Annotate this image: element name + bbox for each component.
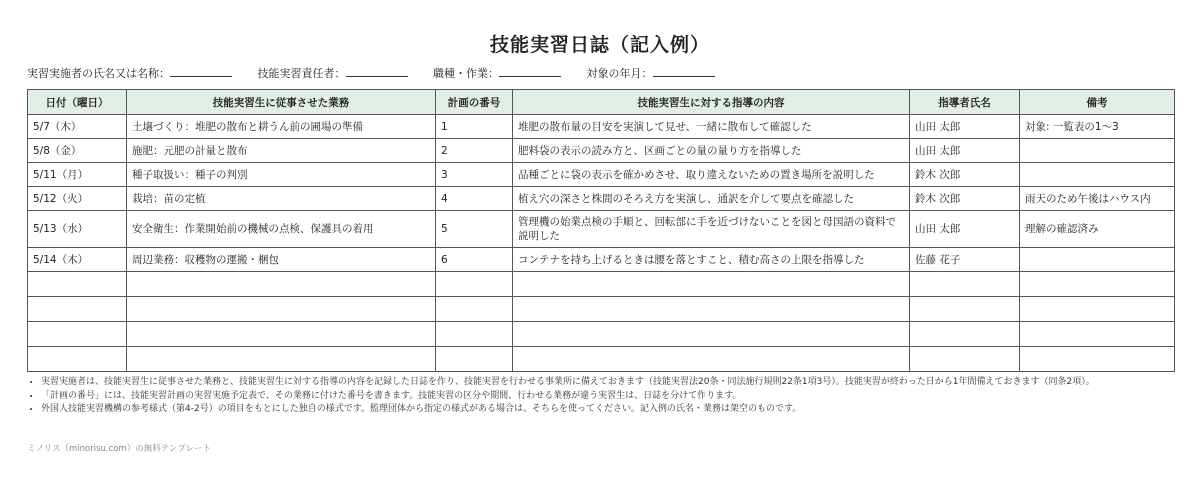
supervisor-label: 技能実習責任者： — [257, 67, 346, 80]
meta-fields — [27, 65, 737, 81]
empty-row — [28, 322, 1175, 347]
empty-cell — [513, 297, 910, 322]
cell-remarks — [1020, 248, 1175, 272]
table-row — [28, 163, 1175, 187]
empty-cell — [127, 347, 436, 372]
occupation-field — [433, 67, 561, 80]
empty-cell — [1020, 347, 1175, 372]
cell-remarks: 理解の確認済み — [1020, 211, 1175, 248]
table-header-row — [28, 90, 1175, 115]
cell-date: 5/13（水） — [28, 211, 127, 248]
cell-plan: 5 — [436, 211, 513, 248]
empty-cell — [910, 322, 1020, 347]
cell-guidance: 品種ごとに袋の表示を確かめさせ、取り違えないための置き場所を説明した — [513, 163, 910, 187]
empty-cell — [513, 272, 910, 297]
note-item: • 「計画の番号」には、技能実習計画の実習実施予定表で、その業務に付けた番号を書きます。技能実習の区分や期間、行わせる業務が違う実習生は、日誌を分けて作ります。 — [41, 390, 1177, 404]
diary-table — [27, 89, 1175, 372]
empty-cell — [127, 322, 436, 347]
cell-guidance: 管理機の始業点検の手順と、回転部に手を近づけないことを図と母国語の資料で説明した — [513, 211, 910, 248]
cell-task: 周辺業務：収穫物の運搬・梱包 — [127, 248, 436, 272]
table-row — [28, 211, 1175, 248]
empty-cell — [28, 272, 127, 297]
empty-cell — [127, 297, 436, 322]
empty-row — [28, 347, 1175, 372]
empty-cell — [436, 297, 513, 322]
empty-cell — [28, 322, 127, 347]
period-field — [587, 67, 715, 80]
cell-plan: 2 — [436, 139, 513, 163]
implementer-field — [27, 67, 232, 80]
table-row — [28, 139, 1175, 163]
cell-plan: 6 — [436, 248, 513, 272]
cell-date: 5/7（木） — [28, 115, 127, 139]
cell-instructor: 鈴木 次郎 — [910, 187, 1020, 211]
implementer-blank — [170, 66, 232, 77]
table-row — [28, 248, 1175, 272]
cell-guidance: 植え穴の深さと株間のそろえ方を実演し、通訳を介して要点を確認した — [513, 187, 910, 211]
cell-instructor: 鈴木 次郎 — [910, 163, 1020, 187]
header-instructor: 指導者氏名 — [910, 90, 1020, 115]
cell-date: 5/11（月） — [28, 163, 127, 187]
note-item: • 実習実施者は、技能実習生に従事させた業務と、技能実習生に対する指導の内容を記録した日誌を作り、技能実習を行わせる事業所に備えておきます（技能実習法20条・同法施行規則22条1項3号）。技能実習が終わった日から1年間備えておきます（同条2項）。 — [41, 376, 1177, 390]
empty-cell — [436, 272, 513, 297]
note-item: • 外国人技能実習機構の参考様式（第4-2号）の項目をもとにした独自の様式です。監理団体から指定の様式がある場合は、そちらを使ってください。記入例の氏名・業務は架空のものです。 — [41, 403, 1177, 417]
empty-cell — [513, 347, 910, 372]
header-plan-number: 計画の番号 — [436, 90, 513, 115]
cell-instructor: 山田 太郎 — [910, 139, 1020, 163]
empty-cell — [28, 297, 127, 322]
cell-task: 施肥：元肥の計量と散布 — [127, 139, 436, 163]
cell-instructor: 佐藤 花子 — [910, 248, 1020, 272]
header-remarks: 備考 — [1020, 90, 1175, 115]
cell-task: 種子取扱い：種子の判別 — [127, 163, 436, 187]
cell-task: 栽培：苗の定植 — [127, 187, 436, 211]
cell-remarks: 雨天のため午後はハウス内 — [1020, 187, 1175, 211]
cell-plan: 4 — [436, 187, 513, 211]
table-row — [28, 187, 1175, 211]
cell-date: 5/8（金） — [28, 139, 127, 163]
empty-cell — [436, 347, 513, 372]
cell-task: 安全衛生：作業開始前の機械の点検、保護具の着用 — [127, 211, 436, 248]
empty-row — [28, 297, 1175, 322]
empty-cell — [513, 322, 910, 347]
empty-cell — [127, 272, 436, 297]
period-blank — [653, 66, 715, 77]
cell-plan: 3 — [436, 163, 513, 187]
empty-cell — [1020, 297, 1175, 322]
supervisor-blank — [346, 66, 408, 77]
cell-remarks — [1020, 163, 1175, 187]
cell-remarks — [1020, 139, 1175, 163]
cell-instructor: 山田 太郎 — [910, 115, 1020, 139]
header-task: 技能実習生に従事させた業務 — [127, 90, 436, 115]
cell-guidance: 肥料袋の表示の読み方と、区画ごとの量の量り方を指導した — [513, 139, 910, 163]
occupation-blank — [499, 66, 561, 77]
header-guidance: 技能実習生に対する指導の内容 — [513, 90, 910, 115]
empty-cell — [910, 347, 1020, 372]
header-date: 日付（曜日） — [28, 90, 127, 115]
page-title: 技能実習日誌（記入例） — [489, 34, 710, 56]
period-label: 対象の年月： — [586, 67, 653, 80]
empty-cell — [28, 347, 127, 372]
template-credit: ミノリス（minorisu.com）の無料テンプレート — [27, 444, 211, 454]
cell-guidance: 堆肥の散布量の目安を実演して見せ、一緒に散布して確認した — [513, 115, 910, 139]
cell-remarks: 対象: 一覧表の1〜3 — [1020, 115, 1175, 139]
empty-cell — [910, 272, 1020, 297]
cell-date: 5/14（木） — [28, 248, 127, 272]
cell-instructor: 山田 太郎 — [910, 211, 1020, 248]
cell-task: 土壌づくり：堆肥の散布と耕うん前の圃場の準備 — [127, 115, 436, 139]
occupation-label: 職種・作業： — [433, 67, 499, 80]
empty-cell — [1020, 322, 1175, 347]
cell-guidance: コンテナを持ち上げるときは腰を落とすこと、積む高さの上限を指導した — [513, 248, 910, 272]
supervisor-field — [258, 67, 408, 80]
empty-row — [28, 272, 1175, 297]
notes-list — [27, 376, 1177, 417]
notes-section — [27, 376, 1177, 417]
empty-cell — [436, 322, 513, 347]
cell-date: 5/12（火） — [28, 187, 127, 211]
empty-cell — [1020, 272, 1175, 297]
table-row — [28, 115, 1175, 139]
implementer-label: 実習実施者の氏名又は名称： — [27, 67, 170, 80]
cell-plan: 1 — [436, 115, 513, 139]
empty-cell — [910, 297, 1020, 322]
